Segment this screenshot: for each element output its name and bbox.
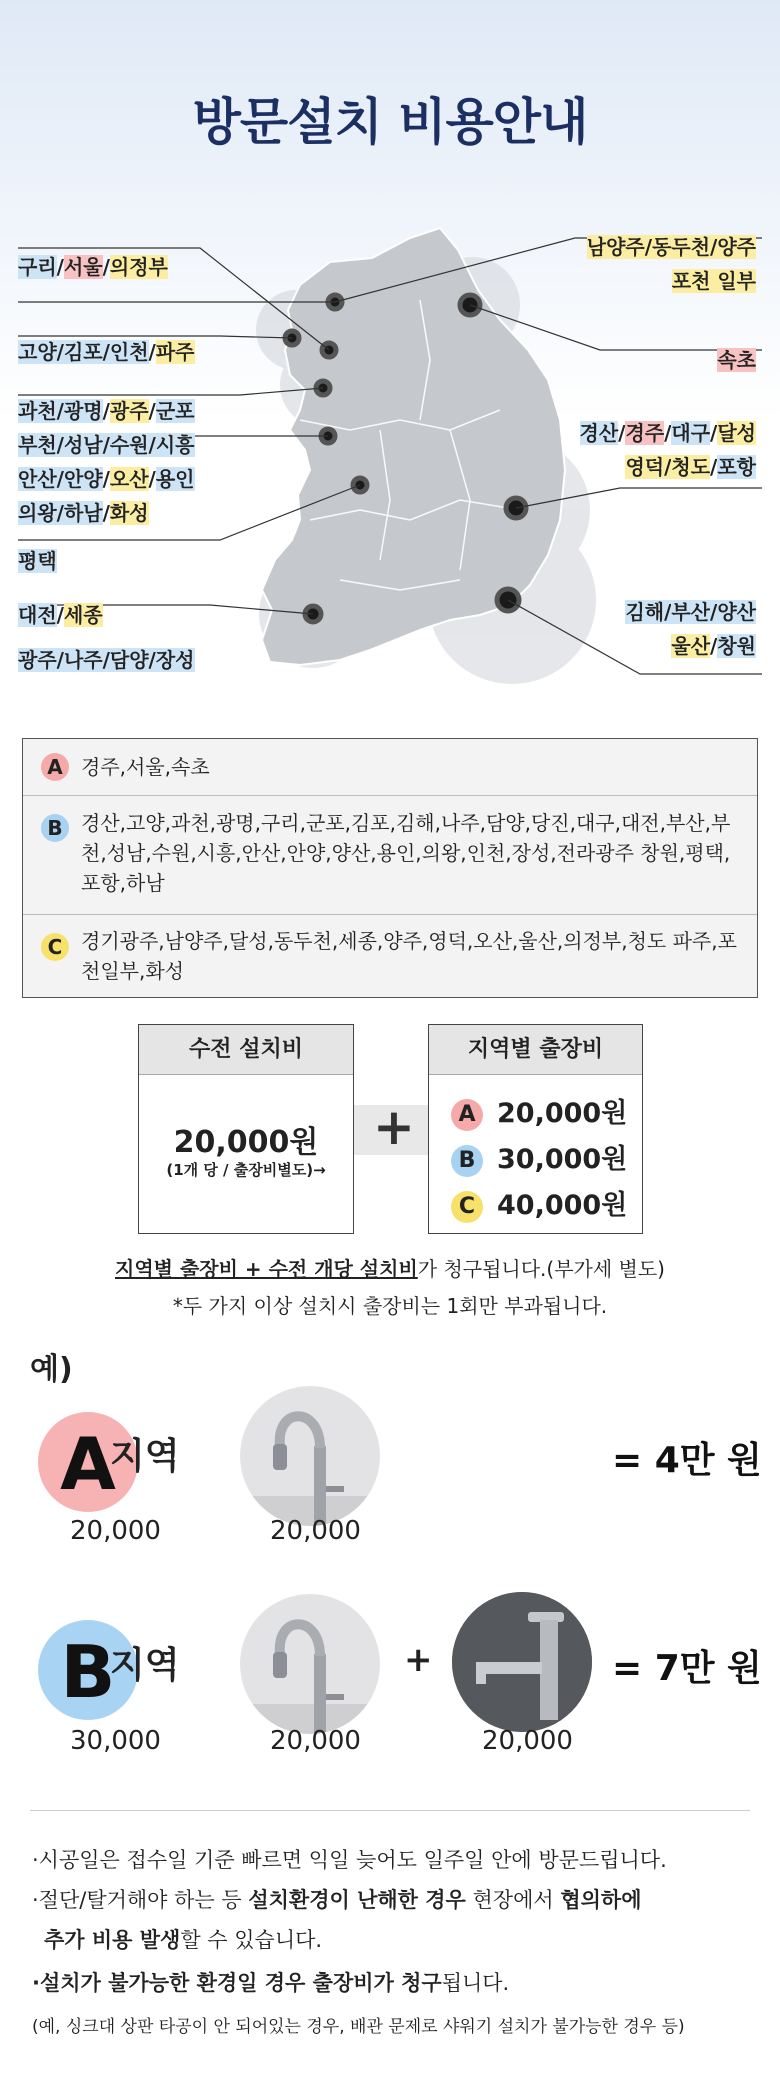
travel-fee-a: A 20,000원 bbox=[451, 1091, 627, 1131]
faucet-image bbox=[240, 1594, 380, 1734]
map-label-pyeongtaek: 평택 bbox=[18, 549, 57, 573]
example2-region-price: 30,000 bbox=[70, 1726, 161, 1756]
faucet-image bbox=[452, 1592, 592, 1732]
zone-c-regions: 경기광주,남양주,달성,동두천,세종,양주,영덕,오산,울산,의정부,청도 파주,포천일부,화성 bbox=[81, 929, 737, 983]
basin-faucet-icon bbox=[452, 1592, 592, 1732]
map-label-namyangju: 남양주/동두천/양주 bbox=[586, 235, 756, 259]
example1-total: = 4만 원 bbox=[612, 1440, 762, 1481]
example1-region-label: 지역 bbox=[110, 1436, 180, 1477]
legend-row-b bbox=[23, 796, 757, 915]
map-label-gyeongsan-dalseong: 경산/경주/대구/달성 bbox=[579, 421, 756, 445]
zone-b-badge: B bbox=[41, 814, 69, 842]
map-label-guri-seoul: 구리/서울/의정부 bbox=[18, 255, 168, 279]
travel-fee-c: C 40,000원 bbox=[451, 1183, 627, 1223]
example2-zone-badge: B bbox=[38, 1620, 138, 1720]
zone-a-regions: 경주,서울,속초 bbox=[81, 755, 210, 779]
region-legend bbox=[22, 738, 758, 998]
faucet-image bbox=[240, 1386, 380, 1526]
travel-fee-heading: 지역별 출장비 bbox=[429, 1025, 642, 1075]
zone-c-badge: C bbox=[41, 933, 69, 961]
travel-fee-box bbox=[428, 1024, 643, 1234]
pull-down-faucet-icon bbox=[240, 1386, 380, 1526]
zone-a-badge: A bbox=[41, 753, 69, 781]
example1-zone-badge: A bbox=[38, 1412, 138, 1512]
install-fee-price: 20,000원 bbox=[173, 1125, 319, 1160]
page-title: 방문설치 비용안내 bbox=[192, 93, 588, 151]
billing-note: *두 가지 이상 설치시 출장비는 1회만 부과됩니다. bbox=[172, 1294, 608, 1318]
zone-b-regions: 경산,고양,과천,광명,구리,군포,김포,김해,나주,담양,당진,대구,대전,부산,부천,성남,수원,시흥,안산,안양,양산,용인,의왕,인천,장성,전라광주 창원,평택,포항,하남 bbox=[81, 811, 731, 895]
example2-item1-price: 20,000 bbox=[270, 1726, 361, 1756]
example1-item-price: 20,000 bbox=[270, 1516, 361, 1546]
install-fee-heading: 수전 설치비 bbox=[139, 1025, 353, 1075]
example1-region-price: 20,000 bbox=[70, 1516, 161, 1546]
map-label-ansan-yongin: 안산/안양/오산/용인 bbox=[18, 467, 195, 491]
map-label-ulsan-changwon: 울산/창원 bbox=[671, 634, 756, 658]
map-label-sokcho: 속초 bbox=[717, 348, 756, 372]
map-label-bucheon-siheung: 부천/성남/수원/시흥 bbox=[18, 433, 195, 457]
map-label-gwangju-jangseong: 광주/나주/담양/장성 bbox=[18, 648, 195, 672]
map-label-gimhae-yangsan: 김해/부산/양산 bbox=[625, 600, 756, 624]
example2-total: = 7만 원 bbox=[612, 1648, 762, 1689]
note-difficult-environment: ·절단/탈거해야 하는 등 설치환경이 난해한 경우 현장에서 협의하에 bbox=[32, 1888, 642, 1912]
legend-row-a bbox=[23, 739, 757, 796]
zone-a-badge: A bbox=[451, 1099, 483, 1131]
install-fee-note: (1개 당 / 출장비별도)→ bbox=[166, 1161, 326, 1179]
note-visit-schedule: ·시공일은 접수일 기준 빠르면 익일 늦어도 일주일 안에 방문드립니다. bbox=[32, 1848, 667, 1872]
example-label: 예) bbox=[30, 1352, 73, 1387]
zone-b-badge: B bbox=[451, 1145, 483, 1177]
note-extra-cost: 추가 비용 발생할 수 있습니다. bbox=[44, 1928, 323, 1952]
zone-c-badge: C bbox=[451, 1191, 483, 1223]
map-label-gwacheon-gunpo: 과천/광명/광주/군포 bbox=[18, 399, 195, 423]
map-label-yeongdeok-pohang: 영덕/청도/포항 bbox=[625, 455, 756, 479]
example2-plus: + bbox=[404, 1640, 433, 1680]
plus-sign: + bbox=[373, 1098, 415, 1156]
travel-fee-b: B 30,000원 bbox=[451, 1137, 627, 1177]
map-label-uiwang-hwaseong: 의왕/하남/화성 bbox=[18, 501, 149, 525]
map-label-goyang-incheon: 고양/김포/인천/파주 bbox=[18, 340, 195, 364]
example2-item2-price: 20,000 bbox=[482, 1726, 573, 1756]
pull-down-faucet-icon bbox=[240, 1594, 380, 1734]
map-label-daejeon-sejong: 대전/세종 bbox=[18, 603, 103, 627]
install-fee-box bbox=[138, 1024, 354, 1234]
divider bbox=[30, 1810, 750, 1811]
legend-row-c bbox=[23, 915, 757, 997]
billing-summary: 지역별 출장비 + 수전 개당 설치비가 청구됩니다.(부가세 별도) bbox=[115, 1257, 665, 1281]
note-impossible-install: ·설치가 불가능한 환경일 경우 출장비가 청구됩니다. bbox=[32, 1971, 510, 1995]
example2-region-label: 지역 bbox=[110, 1645, 180, 1686]
map-label-pocheon: 포천 일부 bbox=[671, 269, 756, 293]
note-examples: (예, 싱크대 상판 타공이 안 되어있는 경우, 배관 문제로 샤워기 설치가 불가능한 경우 등) bbox=[32, 2017, 685, 2037]
